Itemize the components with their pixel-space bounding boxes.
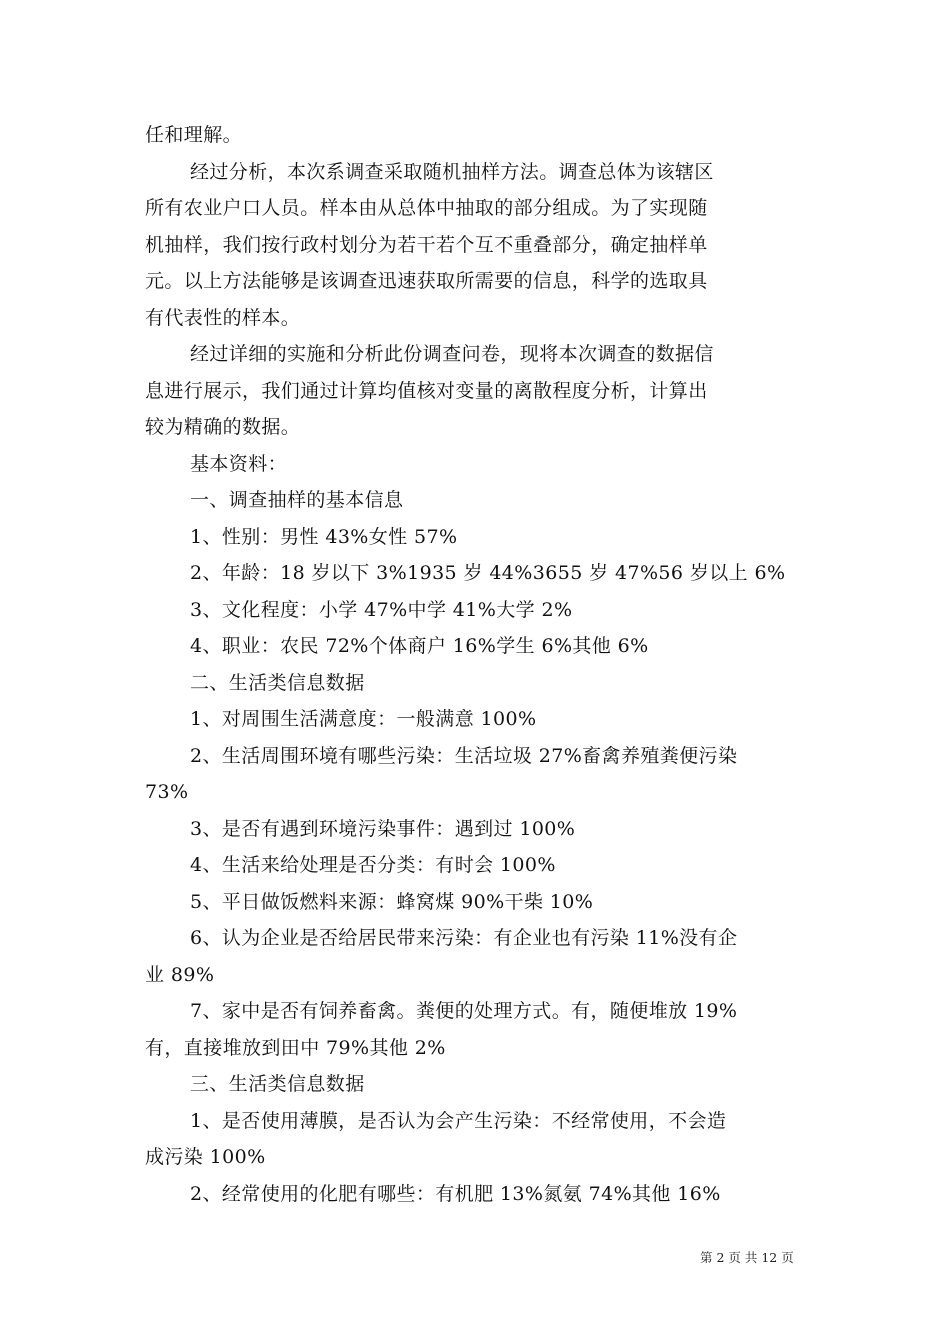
list-item-continuation: 有，直接堆放到田中 79%其他 2%	[145, 1036, 446, 1059]
list-item: 4、职业：农民 72%个体商户 16%学生 6%其他 6%	[190, 635, 649, 657]
text-line: 所有农业户口人员。样本由从总体中抽取的部分组成。为了实现随	[145, 197, 708, 219]
text-line: 机抽样，我们按行政村划分为若干若个互不重叠部分，确定抽样单	[145, 233, 708, 256]
paragraph-line: 经过详细的实施和分析此份调查问卷，现将本次调查的数据信	[190, 343, 714, 365]
list-item: 3、是否有遇到环境污染事件：遇到过 100%	[190, 817, 576, 840]
list-item-continuation: 业 89%	[145, 963, 215, 986]
list-item: 4、生活来给处理是否分类：有时会 100%	[190, 854, 556, 876]
text-line: 元。以上方法能够是该调查迅速获取所需要的信息，科学的选取具	[145, 270, 708, 292]
list-item: 1、对周围生活满意度：一般满意 100%	[190, 708, 537, 730]
list-item: 1、性别：男性 43%女性 57%	[190, 525, 458, 548]
body-text	[145, 117, 807, 1212]
list-item: 3、文化程度：小学 47%中学 41%大学 2%	[190, 598, 573, 621]
list-item: 7、家中是否有饲养畜禽。粪便的处理方式。有，随便堆放 19%	[190, 1000, 738, 1022]
list-item: 1、是否使用薄膜，是否认为会产生污染：不经常使用，不会造	[190, 1109, 727, 1132]
page-number-footer: 第 2 页 共 12 页	[700, 1250, 794, 1265]
section-heading: 二、生活类信息数据	[190, 671, 365, 694]
text-line: 有代表性的样本。	[145, 306, 301, 329]
list-item: 2、生活周围环境有哪些污染：生活垃圾 27%畜禽养殖粪便污染	[190, 744, 738, 767]
text-line: 息进行展示，我们通过计算均值核对变量的离散程度分析，计算出	[145, 379, 708, 402]
section-heading: 基本资料：	[190, 452, 288, 475]
paragraph-line: 经过分析，本次系调查采取随机抽样方法。调查总体为该辖区	[190, 160, 714, 183]
text-line: 较为精确的数据。	[145, 416, 301, 438]
list-item-continuation: 73%	[145, 781, 189, 803]
list-item: 2、年龄：18 岁以下 3%1935 岁 44%3655 岁 47%56 岁以上 6%	[190, 562, 786, 584]
list-item: 5、平日做饭燃料来源：蜂窝煤 90%干柴 10%	[190, 890, 594, 913]
section-heading: 三、生活类信息数据	[190, 1073, 365, 1095]
list-item: 6、认为企业是否给居民带来污染：有企业也有污染 11%没有企	[190, 927, 738, 949]
text-line: 任和理解。	[145, 124, 243, 146]
section-heading: 一、调查抽样的基本信息	[190, 489, 404, 511]
list-item: 2、经常使用的化肥有哪些：有机肥 13%氮氨 74%其他 16%	[190, 1182, 721, 1205]
list-item-continuation: 成污染 100%	[145, 1146, 266, 1168]
